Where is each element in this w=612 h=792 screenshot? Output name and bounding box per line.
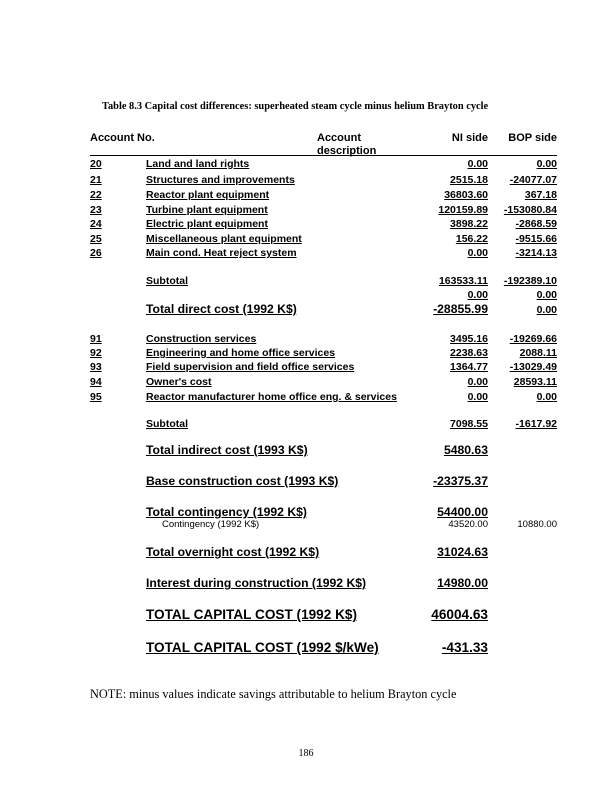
bop-value: -2868.59 — [515, 218, 557, 230]
account-description: Reactor manufacturer home office eng. & services — [146, 391, 397, 403]
bop-value: 0.00 — [536, 304, 557, 316]
ni-value: 1364.77 — [450, 361, 488, 373]
bop-value: 0.00 — [536, 391, 557, 403]
bop-value: 28593.11 — [513, 376, 557, 388]
header-bop-side: BOP side — [508, 132, 557, 144]
ni-value: 31024.63 — [437, 545, 488, 559]
ni-value: -28855.99 — [433, 302, 488, 316]
table-row — [0, 233, 612, 248]
table-row — [0, 158, 612, 173]
total-overnight-row — [0, 545, 612, 560]
ni-value: 156.22 — [455, 233, 488, 245]
account-number: 92 — [90, 347, 102, 359]
direct-subtotal-row — [0, 275, 612, 290]
header-account-desc-line1: Account — [317, 132, 361, 144]
ni-value: 120159.89 — [438, 204, 488, 216]
ni-value: 54400.00 — [437, 505, 488, 519]
account-description: Main cond. Heat reject system — [146, 247, 297, 259]
indirect-subtotal-row — [0, 418, 612, 433]
table-row — [0, 189, 612, 204]
ni-value: 0.00 — [467, 289, 488, 301]
account-description: Engineering and home office services — [146, 347, 336, 359]
header-divider — [90, 155, 557, 156]
bop-value: -9515.66 — [515, 233, 557, 245]
bop-value: 367.18 — [524, 189, 557, 201]
table-row — [0, 391, 612, 406]
account-number: 94 — [90, 376, 102, 388]
total-capital-ks-label: TOTAL CAPITAL COST (1992 K$) — [146, 607, 357, 622]
ni-value: 0.00 — [467, 247, 488, 259]
ni-value: 43520.00 — [448, 519, 488, 530]
bop-value: -24077.07 — [509, 174, 557, 186]
ni-value: 0.00 — [467, 391, 488, 403]
account-number: 25 — [90, 233, 102, 245]
ni-value: -431.33 — [441, 640, 488, 655]
account-description: Land and land rights — [146, 158, 250, 170]
bop-value: -192389.10 — [503, 275, 557, 287]
ni-value: 5480.63 — [443, 443, 488, 457]
account-number: 26 — [90, 247, 102, 259]
account-description: Reactor plant equipment — [146, 189, 270, 201]
subtotal-label: Subtotal — [146, 418, 188, 430]
ni-value: 163533.11 — [438, 275, 488, 287]
ni-value: 3495.16 — [450, 333, 488, 345]
header-account-no: Account No. — [90, 132, 155, 144]
table-row — [0, 218, 612, 233]
account-number: 95 — [90, 391, 102, 403]
account-description: Electric plant equipment — [146, 218, 268, 230]
ni-value: 7098.55 — [450, 418, 488, 430]
bop-value: -1617.92 — [515, 418, 557, 430]
account-number: 91 — [90, 333, 102, 345]
account-description: Turbine plant equipment — [146, 204, 268, 216]
ni-value: 2515.18 — [450, 174, 488, 186]
table-row — [0, 333, 612, 348]
table-row — [0, 204, 612, 219]
base-construction-label: Base construction cost (1993 K$) — [146, 474, 339, 488]
total-capital-kwe-row — [0, 640, 612, 655]
account-description: Owner's cost — [146, 376, 212, 388]
table-row — [0, 376, 612, 391]
header-ni-side: NI side — [451, 132, 488, 144]
account-number: 21 — [90, 174, 102, 186]
total-contingency-row — [0, 505, 612, 520]
table-row — [0, 174, 612, 189]
ni-value: -23375.37 — [433, 474, 488, 488]
total-capital-kwe-label: TOTAL CAPITAL COST (1992 $/kWe) — [146, 640, 379, 655]
ni-value: 3898.22 — [450, 218, 488, 230]
ni-value: 0.00 — [467, 158, 488, 170]
ni-value: 46004.63 — [431, 607, 488, 622]
bop-value: 2088.11 — [519, 347, 557, 359]
account-number: 22 — [90, 189, 102, 201]
total-indirect-row — [0, 443, 612, 458]
bop-value: -13029.49 — [509, 361, 557, 373]
bop-value: 10880.00 — [517, 519, 557, 530]
contingency-label: Contingency (1992 K$) — [162, 519, 260, 530]
ni-value: 36803.60 — [444, 189, 488, 201]
subtotal-label: Subtotal — [146, 275, 188, 287]
footnote: NOTE: minus values indicate savings attributable to helium Brayton cycle — [90, 687, 457, 701]
bop-value: -3214.13 — [515, 247, 557, 259]
page-number: 186 — [298, 748, 314, 759]
account-description: Structures and improvements — [146, 174, 295, 186]
interest-row — [0, 576, 612, 591]
header-account-desc-line2: description — [317, 145, 377, 157]
total-contingency-label: Total contingency (1992 K$) — [146, 505, 307, 519]
account-number: 23 — [90, 204, 102, 216]
table-title: Table 8.3 Capital cost differences: superheated steam cycle minus helium Brayton cycle — [102, 101, 489, 112]
contingency-row — [0, 519, 612, 534]
total-direct-label: Total direct cost (1992 K$) — [146, 302, 297, 316]
ni-value: 0.00 — [467, 376, 488, 388]
bop-value: -19269.66 — [509, 333, 557, 345]
ni-value: 2238.63 — [450, 347, 488, 359]
total-capital-ks-row — [0, 607, 612, 622]
bop-value: 0.00 — [536, 158, 557, 170]
base-construction-row — [0, 474, 612, 489]
account-description: Miscellaneous plant equipment — [146, 233, 302, 245]
ni-value: 14980.00 — [437, 576, 488, 590]
account-description: Construction services — [146, 333, 257, 345]
total-indirect-label: Total indirect cost (1993 K$) — [146, 443, 308, 457]
table-row — [0, 247, 612, 262]
account-number: 24 — [90, 218, 102, 230]
bop-value: -153080.84 — [503, 204, 557, 216]
total-direct-row — [0, 302, 612, 317]
account-description: Field supervision and field office services — [146, 361, 355, 373]
bop-value: 0.00 — [536, 289, 557, 301]
account-number: 93 — [90, 361, 102, 373]
table-row — [0, 361, 612, 376]
total-overnight-label: Total overnight cost (1992 K$) — [146, 545, 320, 559]
account-number: 20 — [90, 158, 102, 170]
interest-label: Interest during construction (1992 K$) — [146, 576, 367, 590]
table-row — [0, 347, 612, 362]
